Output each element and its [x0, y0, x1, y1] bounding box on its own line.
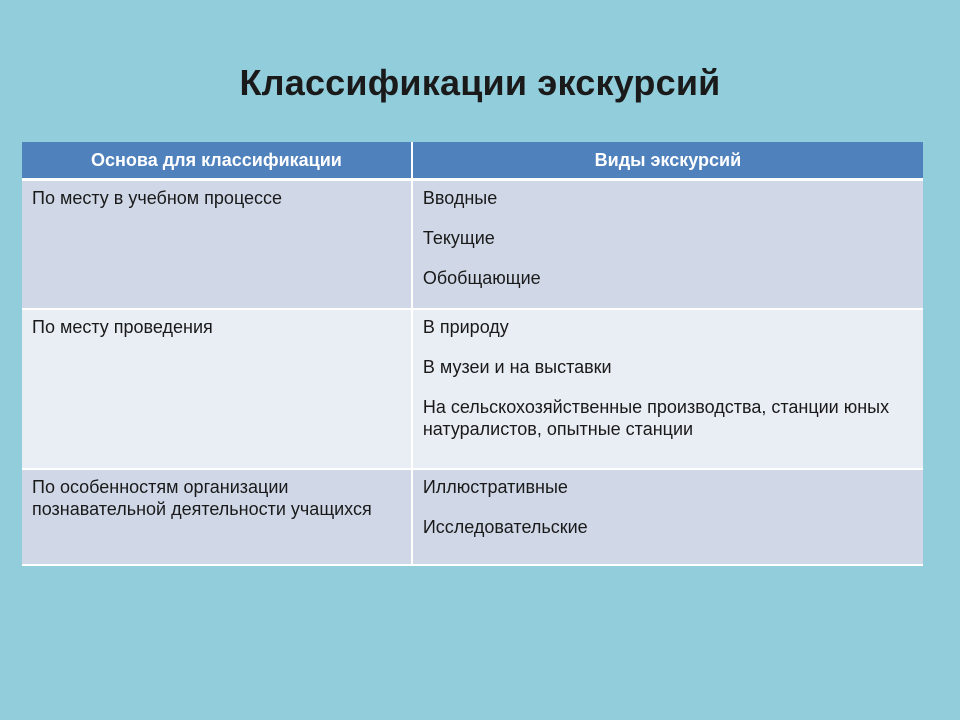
kind-item: Исследовательские [422, 517, 588, 537]
kinds-cell [412, 469, 923, 565]
table-header-row [22, 142, 923, 180]
kinds-cell [412, 180, 923, 310]
kind-item: В природу [422, 317, 509, 337]
basis-cell: По особенностям организации познавательной деятельности учащихся [22, 469, 412, 565]
header-kinds: Виды экскурсий [412, 142, 923, 180]
slide-title: Классификации экскурсий [239, 62, 721, 103]
table-row [22, 180, 923, 310]
classification-table [22, 142, 923, 566]
header-basis: Основа для классификации [22, 142, 412, 180]
kind-item: Иллюстративные [422, 477, 568, 497]
table-row [22, 469, 923, 565]
table-row [22, 309, 923, 469]
kind-item: Обобщающие [422, 268, 541, 288]
kind-item: В музеи и на выставки [422, 357, 612, 377]
kind-item: Вводные [422, 188, 498, 208]
kind-item: На сельскохозяйственные производства, станции юных натуралистов, опытные станции [422, 397, 890, 439]
basis-cell: По месту проведения [22, 309, 412, 469]
basis-cell: По месту в учебном процессе [22, 180, 412, 310]
kind-item: Текущие [422, 228, 495, 248]
kinds-cell [412, 309, 923, 469]
